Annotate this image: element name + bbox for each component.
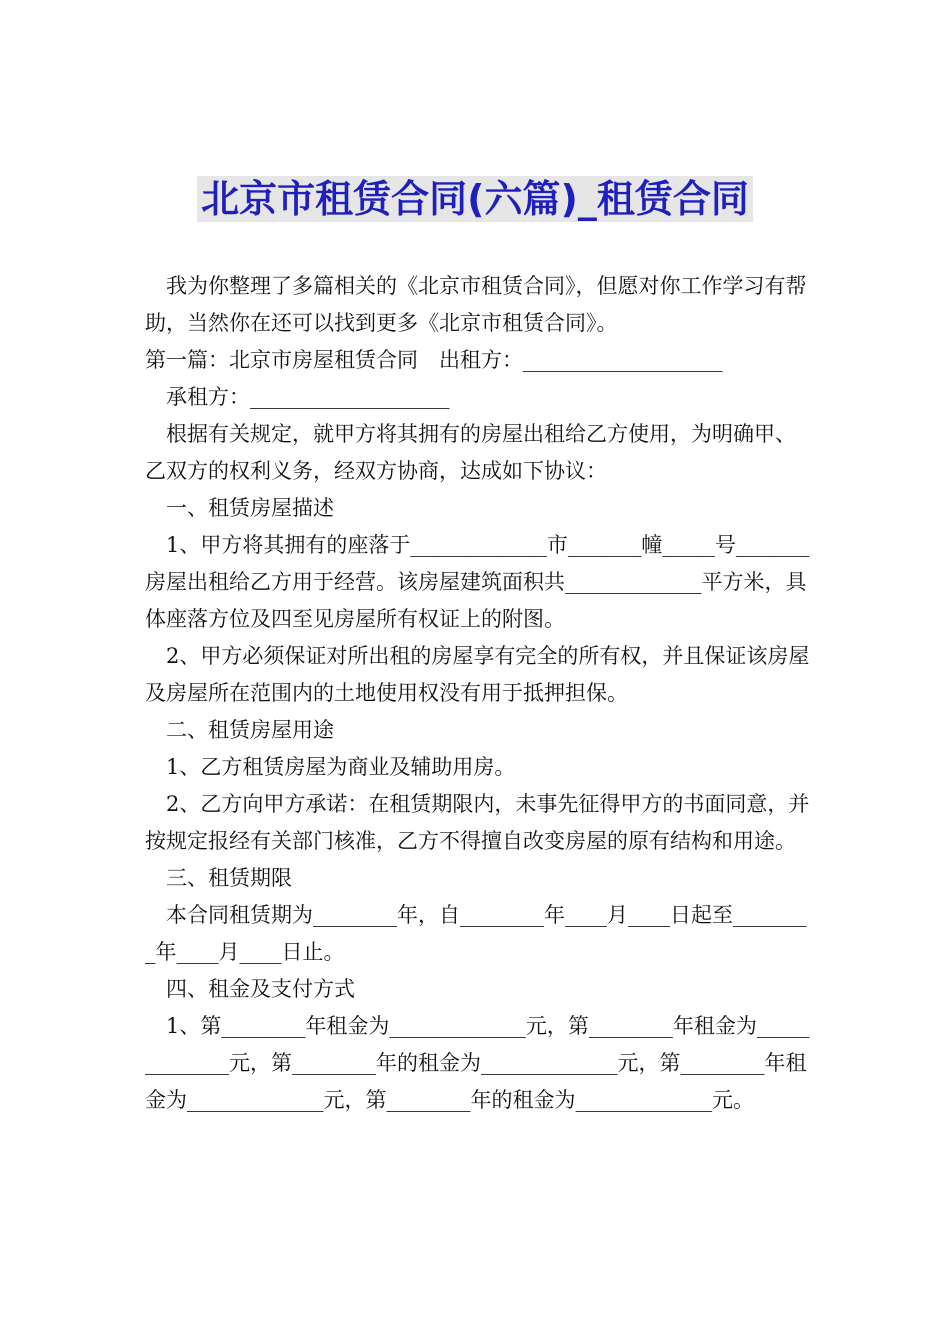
clause-heading-3: 三、租赁期限 — [166, 866, 292, 890]
document-title: 北京市租赁合同(六篇)_租赁合同 — [197, 176, 753, 222]
clause-2-2: 2、乙方向甲方承诺：在租赁期限内，未事先征得甲方的书面同意，并按规定报经有关部门核准，乙方不得擅自改变房屋的原有结构和用途。 — [145, 792, 810, 853]
clause-4-1: 1、第________年租金为_____________元，第________年租金为_____________元，第________年的租金为_____________元，第________年租金为_____________元，第________年的租金为_____________元。 — [145, 1014, 810, 1112]
document-body — [145, 268, 810, 1119]
clause-1-1: 1、甲方将其拥有的座落于_____________市_______幢_____号_______房屋出租给乙方用于经营。该房屋建筑面积共_____________平方米，具体座落方位及四至见房屋所有权证上的附图。 — [145, 533, 810, 631]
clause-heading-4: 四、租金及支付方式 — [166, 977, 355, 1001]
agreement-paragraph: 根据有关规定，就甲方将其拥有的房屋出租给乙方使用，为明确甲、乙双方的权利义务，经双方协商，达成如下协议： — [145, 422, 796, 483]
section-heading-first: 第一篇：北京市房屋租赁合同 出租方：___________________ — [145, 348, 723, 372]
clause-heading-2: 二、租赁房屋用途 — [166, 718, 334, 742]
clause-heading-1: 一、租赁房屋描述 — [166, 496, 334, 520]
intro-paragraph: 我为你整理了多篇相关的《北京市租赁合同》，但愿对你工作学习有帮助，当然你在还可以找到更多《北京市租赁合同》。 — [145, 274, 807, 335]
clause-2-1: 1、乙方租赁房屋为商业及辅助用房。 — [166, 755, 516, 779]
title-wrapper — [0, 176, 950, 222]
lessee-line: 承租方：___________________ — [166, 385, 450, 409]
clause-3-text: 本合同租赁期为________年，自________年____月____日起至________年____月____日止。 — [145, 903, 807, 964]
clause-1-2: 2、甲方必须保证对所出租的房屋享有完全的所有权，并且保证该房屋及房屋所在范围内的土地使用权没有用于抵押担保。 — [145, 644, 810, 705]
